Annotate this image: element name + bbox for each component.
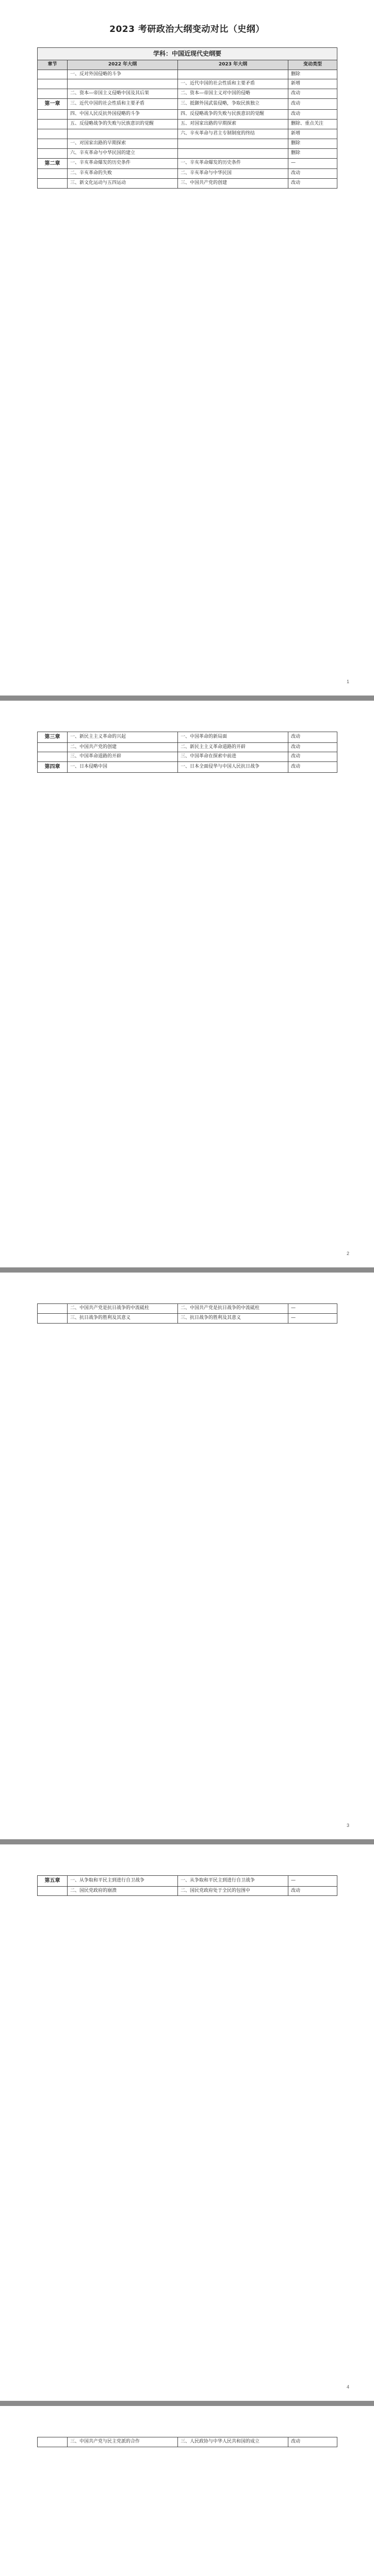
page-5 xyxy=(0,2406,374,2576)
page-1 xyxy=(0,0,374,696)
table-row: 二、辛亥革命的失败 二、辛亥革命与中华民国 改动 xyxy=(38,169,337,179)
outline-comparison-table xyxy=(37,1303,337,1324)
outline-comparison-table xyxy=(37,732,337,773)
table-row: 二、中国共产党的创建 二、新民主主义革命道路的开辟 改动 xyxy=(38,742,337,752)
page-number: 2 xyxy=(346,1251,349,1256)
table-row: 三、新文化运动与五四运动 三、中国共产党的创建 改动 xyxy=(38,178,337,188)
table-row: 二、国民党政府的崩溃 二、国民党政府处于全民的包围中 改动 xyxy=(38,1886,337,1896)
page-number: 3 xyxy=(346,1823,349,1828)
subject-heading: 学科：中国近现代史纲要 xyxy=(38,48,337,60)
header-change-type: 变动类型 xyxy=(288,60,337,70)
page-number: 1 xyxy=(346,679,349,684)
outline-comparison-table xyxy=(37,1875,337,1896)
table-row: 第三章 一、新民主主义革命的兴起 一、中国革命的新局面 改动 xyxy=(38,732,337,743)
outline-comparison-table xyxy=(37,2437,337,2447)
page-3 xyxy=(0,1273,374,1839)
table-row: 三、中国共产党与民主党派的合作 三、人民政协与中华人民共和国的成立 改动 xyxy=(38,2437,337,2447)
table-row: 三、中国革命道路的开辟 三、中国革命在探索中前进 改动 xyxy=(38,752,337,762)
page-number: 4 xyxy=(346,2384,349,2389)
document-title: 2023 考研政治大纲变动对比（史纲） xyxy=(109,24,265,35)
header-2023: 2023 年大纲 xyxy=(178,60,288,70)
table-row: 二、中国共产党是抗日战争的中流砥柱 二、中国共产党是抗日战争的中流砥柱 — xyxy=(38,1304,337,1314)
table-row: 六、辛亥革命与中华民国的建立 删除 xyxy=(38,148,337,158)
table-row: 第四章 一、日本侵略中国 一、日本全面侵华与中国人民抗日战争 改动 xyxy=(38,762,337,773)
table-row: 四、中国人民反抗外国侵略的斗争 四、反侵略战争的失败与民族意识的觉醒 改动 xyxy=(38,109,337,119)
header-chapter: 章节 xyxy=(38,60,68,70)
table-row: 五、反侵略战争的失败与民族意识的觉醒 五、对国家出路的早期探索 删除、重点关注 xyxy=(38,119,337,129)
table-row: 一、反对外国侵略的斗争 删除 xyxy=(38,70,337,79)
table-row: 三、抗日战争的胜利及其意义 三、抗日战争的胜利及其意义 — xyxy=(38,1313,337,1323)
table-row: 一、对国家出路的早期探索 删除 xyxy=(38,139,337,148)
header-2022: 2022 年大纲 xyxy=(68,60,178,70)
table-row: 二、资本—帝国主义侵略中国及其后果 二、资本—帝国主义对中国的侵略 改动 xyxy=(38,89,337,99)
table-row: 第一章 三、近代中国的社会性质和主要矛盾 三、抵御外国武装侵略，争取民族独立 改动 xyxy=(38,99,337,110)
table-row: 第五章 一、从争取和平民主到进行自卫战争 一、从争取和平民主到进行自卫战争 — xyxy=(38,1876,337,1887)
page-4 xyxy=(0,1844,374,2401)
outline-comparison-table xyxy=(37,47,337,189)
table-row: 一、近代中国的社会性质和主要矛盾 新增 xyxy=(38,79,337,89)
table-row: 第二章 一、辛亥革命爆发的历史条件 一、辛亥革命爆发的历史条件 — xyxy=(38,158,337,169)
page-2 xyxy=(0,701,374,1267)
table-row: 六、辛亥革命与君主专制制度的终结 新增 xyxy=(38,129,337,139)
